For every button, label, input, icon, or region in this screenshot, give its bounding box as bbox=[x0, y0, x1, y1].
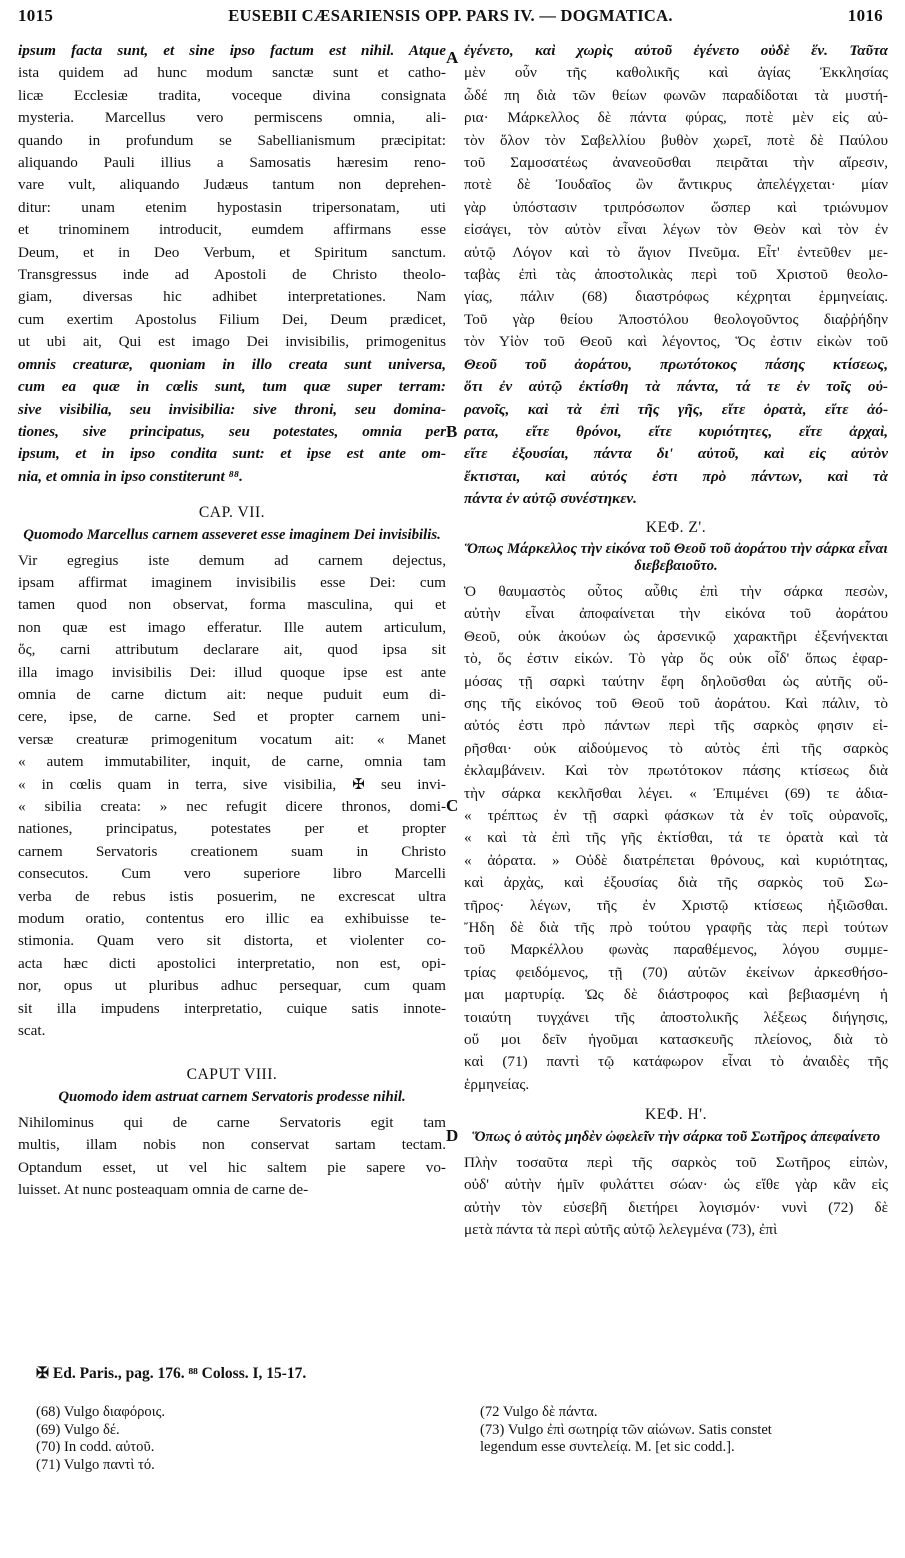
text-line: cum ea quæ in cœlis sunt, tum quæ super terram: bbox=[18, 378, 446, 396]
text-line: Πλὴν τοσαῦτα περὶ τῆς σαρκὸς τοῦ Σωτῆρος εἰπὼν, bbox=[464, 1153, 888, 1171]
text-line: versæ creaturæ primogenitum vocatum ait: « Manet bbox=[18, 730, 446, 748]
text-line: ὅς, carni attributum declarare ait, quod ipsa sit bbox=[18, 641, 446, 659]
text-line: οὐδ' αὐτὴν ἡμῖν φυλάττει σώαν· ὡς εἴθε γὰρ κἂν εἰς bbox=[464, 1176, 888, 1194]
text-line: « ἀόρατα. » Οὐδὲ διατρέπεται θρόνους, καὶ κυριότητας, bbox=[464, 851, 888, 869]
text-line: Transgressus inde ad Apostoli de Christo theolo- bbox=[18, 266, 446, 284]
text-line: καὶ (71) παντὶ τῷ κατάφωρον εἶναι τὸ ἀναιδὲς τῆς bbox=[464, 1053, 888, 1071]
text-line: ρατα, εἴτε θρόνοι, εἴτε κυριότητες, εἴτε ἀρχαὶ, bbox=[464, 422, 888, 440]
text-line: « in cœlis quam in terra, sive visibilia, ✠ seu invi- bbox=[18, 775, 446, 793]
text-line: non quæ est imago efferatur. Ille autem articulum, bbox=[18, 618, 446, 636]
text-line: αὐτὴν τὸν εὐσεβῆ διετήρει λογισμόν· νυνὶ (72) δὲ bbox=[464, 1198, 888, 1216]
text-line: οὔ μοι δεῖν ἡγοῦμαι κατασκευῆς πλείονος, διὰ τὸ bbox=[464, 1031, 888, 1049]
text-line: τὸ, ὅς ἐστιν εἰκών. Τὸ γὰρ ὅς οὐκ οἶδ' ὅπως ἐφαρ- bbox=[464, 650, 888, 668]
greek-paragraph-3 bbox=[464, 1152, 888, 1242]
text-line: ipsum, et in ipso condita sunt: et ipse est ante om- bbox=[18, 445, 446, 463]
text-line: εἰσάγει, τὸν αὐτὸν εἶναι λέγων τὸν Θεὸν καὶ τὸν ἐν bbox=[464, 221, 888, 239]
text-line: Θεοῦ, οὐκ ἀκούων ὡς ἀρσενικῷ χαρακτῆρι ἐξενήνεκται bbox=[464, 627, 888, 645]
text-line: Ἤδη δὲ διὰ τῆς πρὸ τούτου γραφῆς τὰς περὶ τούτων bbox=[464, 919, 888, 937]
text-line: μόσας τῇ σαρκὶ ταύτην ἔφη δηλοῦσθαι ὡς αὐτῆς οὔ- bbox=[464, 672, 888, 690]
text-line: αὐτῷ Λόγον καὶ τὸ ἅγιον Πνεῦμα. Εἶτ' ἐντεῦθεν με- bbox=[464, 243, 888, 261]
text-line: Vir egregius iste demum ad carnem dejectus, bbox=[18, 551, 446, 569]
footnote-reference: ✠ Ed. Paris., pag. 176. ⁸⁸ Coloss. I, 15-17. bbox=[36, 1365, 307, 1382]
text-line: giam, diversas hic adhibet interpretationes. Nam bbox=[18, 288, 446, 306]
text-line: καὶ ἀρχὰς, καὶ ἐξουσίας διὰ τῆς σαρκὸς τοῦ Σω- bbox=[464, 874, 888, 892]
text-line: ρανοῖς, καὶ τὰ ἐπὶ τῆς γῆς, εἴτε ὁρατὰ, εἴτε ἀό- bbox=[464, 400, 888, 418]
text-line: Nihilominus qui de carne Servatoris egit tam bbox=[18, 1113, 446, 1131]
text-line: γίας, πάλιν (68) διαστρόφως κέχρηται ἑρμηνείαις. bbox=[464, 288, 888, 306]
text-line: tiones, sive principatus, seu potestates, omnia per bbox=[18, 422, 446, 440]
text-line: illa imago invisibilis Dei: illud quoque ipse est ante bbox=[18, 663, 446, 681]
greek-column bbox=[464, 40, 888, 1241]
text-line: nia, et omnia in ipso constiterunt ⁸⁸. bbox=[18, 467, 243, 485]
text-line: « sibilia creata: » nec refugit dicere thronos, domi- bbox=[18, 798, 446, 815]
text-line: ditur: unam etenim hypostasin tripersonatam, uti bbox=[18, 198, 446, 216]
text-line: τῆρος· λέγων, τῆς ἐν Χριστῷ κτίσεως ἠξιῶσθαι. bbox=[464, 896, 888, 914]
footnote: (73) Vulgo ἐπὶ σωτηρίᾳ τῶν αἰώνων. Satis constet bbox=[480, 1421, 772, 1438]
text-line: αὐτὴν εἶναι ἀποφαίνεται τὴν εἰκόνα τοῦ ἀοράτου bbox=[464, 605, 888, 623]
text-line: modum oratio, contentus ero illic ea exhibuisse te- bbox=[18, 910, 446, 928]
page-number-right: 1016 bbox=[847, 6, 883, 25]
text-line: τρίας φειδόμενος, τῇ (70) αὐτῶν ἐκείνων ἀρκεσθήσο- bbox=[464, 963, 888, 981]
text-line: μὲν οὖν τῆς καθολικῆς καὶ ἁγίας Ἐκκλησίας bbox=[464, 64, 888, 82]
text-line: stimonia. Quam vero sit distorta, et violenter co- bbox=[18, 932, 446, 950]
text-line: sit illa impudens interpretatio, cuique satis innote- bbox=[18, 999, 446, 1017]
text-line: ista quidem ad hunc modum sanctæ sunt et catho- bbox=[18, 64, 446, 82]
text-line: scat. bbox=[18, 1022, 46, 1040]
greek-paragraph-1 bbox=[464, 40, 888, 511]
text-line: ρῆσθαι· οὐκ αἰδούμενος τὸ αὐτὸς ἐπὶ τῆς σαρκὸς bbox=[464, 739, 888, 757]
text-line: ρια· Μάρκελλος δὲ πάντα φύρας, ποτὲ μὲν εἰς αὐ- bbox=[464, 109, 888, 127]
text-line: ἔκτισται, καὶ αὐτός ἐστι πρὸ πάντων, καὶ τὰ bbox=[464, 467, 888, 485]
text-line: τὸν ὅλον τὸν Σαβελλίου βυθὸν χωρεῖ, ποτὲ δὲ Παύλου bbox=[464, 131, 888, 149]
latin-paragraph-1 bbox=[18, 40, 446, 488]
text-line: Θεοῦ τοῦ ἀοράτου, πρωτότοκος πάσης κτίσεως, bbox=[464, 355, 888, 373]
greek-chapter-8-heading: ΚΕΦ. Η'. bbox=[645, 1106, 707, 1124]
latin-paragraph-2 bbox=[18, 550, 446, 1043]
text-line: cum exertim Apostolus Filium Dei, Deum prædicet, bbox=[18, 310, 446, 328]
running-header bbox=[18, 6, 883, 36]
text-line: τὸν Υἱὸν τοῦ Θεοῦ καὶ λέγοντος, Ὅς ἐστιν εἰκὼν τοῦ bbox=[464, 333, 888, 351]
greek-chapter-7-heading: ΚΕΦ. Ζ'. bbox=[645, 518, 707, 536]
latin-paragraph-3 bbox=[18, 1112, 446, 1202]
latin-notes bbox=[36, 1404, 165, 1474]
footnote: (68) Vulgo διαφόροις. bbox=[36, 1404, 166, 1420]
text-line: σης τῆς εἰκόνος τοῦ Θεοῦ τοῦ ἀοράτου. Καὶ πάλιν, τὸ bbox=[464, 694, 888, 712]
text-line: nationes, principatus, potestates per et propter bbox=[18, 820, 446, 838]
latin-chapter-8-title: Quomodo idem astruat carnem Servatoris prodesse nihil. bbox=[58, 1088, 406, 1105]
text-line: omnia de carne dictum ait: neque puduit eum di- bbox=[18, 685, 446, 703]
text-line: « autem immutabiliter, inquit, de carne, omnia tam bbox=[18, 753, 446, 771]
text-line: consecutos. Cum vero superiore libro Marcelli bbox=[18, 865, 446, 883]
margin-marker-d: D bbox=[446, 1126, 459, 1145]
greek-chapter-8-title: Ὅπως ὁ αὐτὸς μηδὲν ὠφελεῖν τὴν σάρκα τοῦ Σωτῆρος ἀπεφαίνετο bbox=[471, 1128, 881, 1145]
text-line: licæ Ecclesiæ tradita, voceque divina consignata bbox=[18, 86, 446, 104]
text-line: omnis creaturæ, quoniam in illo creata sunt universa, bbox=[18, 355, 446, 373]
footnote: (69) Vulgo δέ. bbox=[36, 1421, 120, 1438]
text-line: ὧδέ πη διὰ τῶν θείων φωνῶν παραδίδοται τὰ μυστή- bbox=[464, 86, 888, 104]
text-line: multis, illam nobis non conservat sartam tectam. bbox=[18, 1136, 446, 1154]
text-line: aliquando Pauli illius a Samosatis hæresim reno- bbox=[18, 154, 446, 172]
text-line: τοῦ Μαρκέλλου φωνὰς παραθέμενος, λόγου συμμε- bbox=[464, 941, 888, 959]
footnote: (70) In codd. αὐτοῦ. bbox=[36, 1439, 155, 1455]
text-line: cere, ipse, de carne. Sed et propter carnem uni- bbox=[18, 708, 446, 726]
margin-marker-a: A bbox=[446, 48, 459, 67]
text-line: μετὰ πάντα τὰ περὶ αὐτῆς αὐτῷ λελεγμένα (73), ἐπὶ bbox=[464, 1220, 778, 1238]
text-line: ipsam affirmat imaginem invisibilis esse Dei: cum bbox=[18, 573, 446, 591]
text-line: « τρέπτως ἐν τῇ σαρκὶ φάσκων τὰ ἐν τοῖς οὐρανοῖς, bbox=[464, 807, 888, 824]
text-line: Deum, et in Deo Verbum, et Spiritum sanctum. bbox=[18, 243, 446, 261]
text-line: εἴτε ἐξουσίαι, πάντα δι' αὐτοῦ, καὶ εἰς αὐτὸν bbox=[464, 445, 888, 463]
text-line: quando in profundum se Sabellianismum præcipitat: bbox=[18, 131, 446, 149]
text-line: vare vult, aliquando Judæus tantum non deprehen- bbox=[18, 176, 446, 194]
text-line: τοιαύτη τυγχάνει τῆς ἀποστολικῆς λέξεως διήγησις, bbox=[464, 1008, 888, 1026]
footnote: (72 Vulgo δὲ πάντα. bbox=[480, 1404, 598, 1420]
text-line: τὴν σάρκα κεκλῆσθαι λέγει. « Ἐπιμένει (69) τε ἀδια- bbox=[464, 784, 888, 802]
text-line: Ὁ θαυμαστὸς οὗτος αὖθις ἐπὶ τὴν σάρκα πεσὼν, bbox=[464, 582, 888, 600]
text-line: ἐκλαμβάνειν. Καὶ τὸν πρωτότοκον πάσης κτίσεως διὰ bbox=[464, 762, 888, 780]
text-line: verba de rebus istis posuerim, ne excrescat ultra bbox=[18, 887, 446, 905]
greek-paragraph-2 bbox=[464, 581, 888, 1096]
text-line: tamen quod non observat, forma masculina, qui et bbox=[18, 596, 446, 614]
text-line: carnem Servatoris creationem suam in Christo bbox=[18, 842, 446, 860]
text-line: ἑρμηνείας. bbox=[464, 1075, 530, 1093]
text-line: γὰρ ὑπόστασιν τριπρόσωπον ὥσπερ καὶ τριώνυμον bbox=[464, 198, 888, 216]
text-line: μαι μαρτυρίᾳ. Ὡς δὲ διάστροφος καὶ βεβιασμένη ἡ bbox=[464, 986, 888, 1004]
text-line: ut ubi ait, Qui est imago Dei invisibilis, primogenitus bbox=[18, 333, 446, 351]
latin-column bbox=[18, 40, 446, 1202]
text-line: Optandum esset, ut vel hic saltem pie sapere vo- bbox=[18, 1158, 446, 1176]
text-line: luisset. At nunc posteaquam omnia de carne de- bbox=[18, 1181, 309, 1199]
text-line: πάντα ἐν αὐτῷ συνέστηκεν. bbox=[464, 490, 637, 508]
text-line: ὅτι ἐν αὐτῷ ἐκτίσθη τὰ πάντα, τά τε ἐν τοῖς οὐ- bbox=[464, 378, 888, 396]
text-line: mysteria. Marcellus vero permiscens omnia, ali- bbox=[18, 109, 446, 127]
margin-marker-b: B bbox=[446, 422, 458, 441]
latin-chapter-7-title: Quomodo Marcellus carnem asseveret esse imaginem Dei invisibilis. bbox=[23, 526, 441, 543]
text-line: Τοῦ γὰρ θείου Ἀποστόλου θεολογοῦντος διαῤῥήδην bbox=[464, 310, 888, 328]
text-line: et trinominem introducit, eumdem affirmans esse bbox=[18, 221, 446, 239]
page-number-left: 1015 bbox=[18, 6, 54, 25]
text-line: τοῦ Σαμοσατέως ἀνανεοῦσθαι πειρᾶται τὴν αἵρεσιν, bbox=[464, 154, 888, 172]
latin-chapter-8-heading: CAPUT VIII. bbox=[186, 1066, 278, 1084]
footnote: (71) Vulgo παντὶ τό. bbox=[36, 1456, 155, 1473]
text-line: ταβὰς ἐπὶ τὰς ἀποστολικὰς περὶ τοῦ Χριστοῦ θεολο- bbox=[464, 266, 888, 284]
latin-chapter-7-heading: CAP. VII. bbox=[198, 504, 266, 522]
text-line: αὐτός ἐστι πρὸ πάντων περὶ τῆς σαρκὸς φησιν εἰ- bbox=[464, 717, 888, 735]
text-line: ἐγένετο, καὶ χωρὶς αὐτοῦ ἐγένετο οὐδὲ ἕν. Ταῦτα bbox=[464, 42, 888, 59]
margin-marker-c: C bbox=[446, 796, 459, 815]
text-line: « καὶ τὰ ἐπὶ τῆς γῆς ἐκτίσθαι, τά τε ὁρατὰ καὶ τὰ bbox=[464, 829, 888, 847]
footnote: legendum esse συντελείᾳ. M. [et sic codd.]. bbox=[480, 1439, 735, 1455]
text-line: nor, opus ut pluribus adhuc persequar, cum quam bbox=[18, 977, 446, 995]
text-line: sive visibilia, seu invisibilia: sive throni, seu domina- bbox=[18, 400, 446, 418]
running-title: EUSEBII CÆSARIENSIS OPP. PARS IV. — DOGMATICA. bbox=[228, 6, 673, 25]
text-line: ipsum facta sunt, et sine ipso factum est nihil. Atque bbox=[18, 42, 446, 59]
greek-notes bbox=[480, 1404, 772, 1457]
text-line: acta hæc dicti apostolici interpretatio, non est, opi- bbox=[18, 954, 446, 972]
greek-chapter-7-title: Ὅπως Μάρκελλος τὴν εἰκόνα τοῦ Θεοῦ τοῦ ἀοράτου τὴν σάρκα εἶναι διεβεβαιοῦτο. bbox=[464, 540, 888, 574]
text-line: ποτὲ δὲ Ἰουδαῖος ὢν ἄντικρυς ἀπελέγχεται· μίαν bbox=[464, 176, 888, 194]
